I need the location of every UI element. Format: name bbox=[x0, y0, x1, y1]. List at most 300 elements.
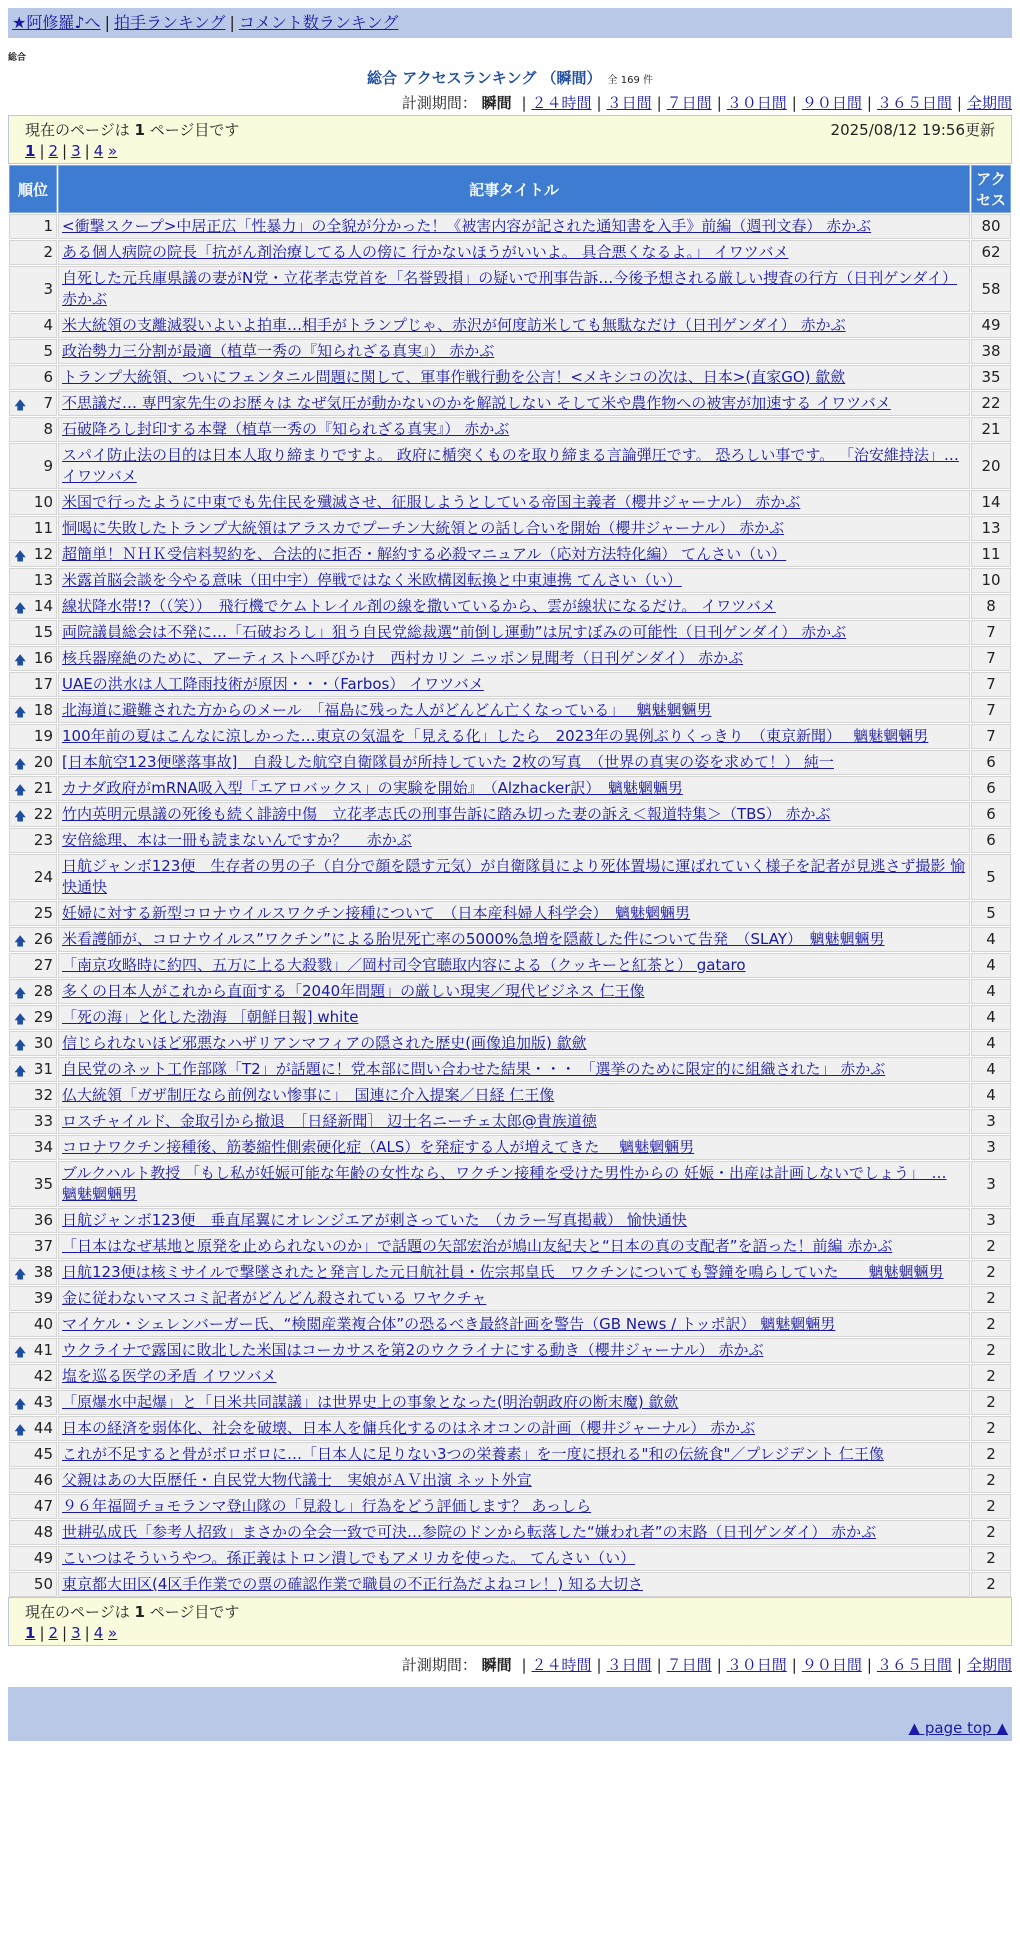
table-row bbox=[9, 901, 1011, 926]
article-title-link[interactable]: コロナワクチン接種後、筋萎縮性側索硬化症（ALS）を発症する人が増えてきた 魑魅魍魎男 bbox=[62, 1138, 695, 1156]
rank-up-arrow-icon: 🡅 bbox=[14, 1422, 27, 1437]
article-title-link[interactable]: 核兵器廃絶のために、アーティストへ呼びかけ 西村カリン ニッポン見聞考（日刊ゲンダイ） 赤かぶ bbox=[62, 649, 744, 667]
pager-page-link[interactable]: 2 bbox=[48, 142, 59, 160]
table-row bbox=[9, 339, 1011, 364]
rank-cell bbox=[9, 1390, 57, 1415]
access-count: 4 bbox=[971, 927, 1011, 952]
period-link[interactable]: ３日間 bbox=[606, 1656, 652, 1674]
access-count: 6 bbox=[971, 802, 1011, 827]
rank-number: 39 bbox=[33, 1289, 53, 1307]
rank-number: 19 bbox=[33, 727, 53, 745]
table-row bbox=[9, 1312, 1011, 1337]
access-count: 4 bbox=[971, 953, 1011, 978]
article-title-link[interactable]: 恫喝に失敗したトランプ大統領はアラスカでプーチン大統領との話し合いを開始（櫻井ジャーナル） 赤かぶ bbox=[62, 519, 785, 537]
page-title: 総合 アクセスランキング （瞬間） bbox=[367, 69, 602, 87]
article-title-link[interactable]: 「死の海」と化した渤海 ［朝鮮日報] white bbox=[62, 1008, 359, 1026]
period-link[interactable]: ７日間 bbox=[666, 1656, 712, 1674]
access-count: 2 bbox=[971, 1442, 1011, 1467]
rank-number: 38 bbox=[33, 1263, 53, 1281]
rank-number: 1 bbox=[43, 217, 53, 235]
page-top-link[interactable]: ▲ page top ▲ bbox=[908, 1719, 1008, 1737]
title-cell bbox=[58, 1546, 970, 1571]
table-row bbox=[9, 542, 1011, 567]
rank-up-arrow-icon: 🡅 bbox=[14, 1396, 27, 1411]
article-title-link[interactable]: 「日本はなぜ基地と原発を止められないのか」で話題の矢部宏治が鳩山友紀夫と“日本の真の支配者”を語った！前編 赤かぶ bbox=[62, 1237, 893, 1255]
article-title-link[interactable]: 日航ジャンボ123便 垂直尾翼にオレンジエアが刺さっていた （カラー写真掲載） 愉快通快 bbox=[62, 1211, 687, 1229]
title-cell bbox=[58, 953, 970, 978]
rank-up-arrow-icon: 🡅 bbox=[14, 704, 27, 719]
article-title-link[interactable]: ロスチャイルド、金取引から撤退 ［日経新聞］ 辺士名ニーチェ太郎@貴族道徳 bbox=[62, 1112, 597, 1130]
footer-bar bbox=[8, 1687, 1012, 1717]
access-count: 13 bbox=[971, 516, 1011, 541]
table-row bbox=[9, 1286, 1011, 1311]
access-count: 35 bbox=[971, 365, 1011, 390]
rank-cell bbox=[9, 1109, 57, 1134]
rank-cell bbox=[9, 1286, 57, 1311]
table-row bbox=[9, 646, 1011, 671]
article-title-link[interactable]: 米大統領の支離滅裂いよいよ拍車…相手がトランプじゃ、赤沢が何度訪米しても無駄なだけ（日刊ゲンダイ） 赤かぶ bbox=[62, 316, 846, 334]
table-row bbox=[9, 1442, 1011, 1467]
period-link[interactable]: ７日間 bbox=[666, 94, 712, 112]
table-row bbox=[9, 417, 1011, 442]
page-status-box-bottom bbox=[8, 1597, 1012, 1646]
article-title-link[interactable]: 不思議だ… 専門家先生のお歴々は なぜ気圧が動かないのかを解説しない そして米や農作物への被害が加速する イワツバメ bbox=[62, 394, 891, 412]
rank-number: 41 bbox=[33, 1341, 53, 1359]
rank-up-arrow-icon: 🡅 bbox=[14, 756, 27, 771]
period-label: 計測期間： bbox=[401, 94, 477, 112]
table-row bbox=[9, 776, 1011, 801]
access-count: 7 bbox=[971, 620, 1011, 645]
access-count: 2 bbox=[971, 1234, 1011, 1259]
article-title-link[interactable]: 東京都大田区(4区手作業での票の確認作業で職員の不正行為だよねコレ！) 知る大切さ bbox=[62, 1575, 644, 1593]
table-row bbox=[9, 1260, 1011, 1285]
comment-ranking-link[interactable]: コメント数ランキング bbox=[238, 13, 399, 32]
period-link[interactable]: ３０日間 bbox=[726, 94, 787, 112]
access-count: 2 bbox=[971, 1286, 1011, 1311]
title-cell bbox=[58, 1260, 970, 1285]
rank-cell bbox=[9, 365, 57, 390]
access-count: 4 bbox=[971, 1005, 1011, 1030]
article-title-link[interactable]: 日本の経済を弱体化、社会を破壊、日本人を傭兵化するのはネオコンの計画（櫻井ジャーナル） 赤かぶ bbox=[62, 1419, 756, 1437]
period-current: 瞬間 bbox=[481, 94, 512, 112]
table-row bbox=[9, 802, 1011, 827]
title-cell bbox=[58, 339, 970, 364]
article-title-link[interactable]: スパイ防止法の目的は日本人取り締まりですよ。 政府に楯突くものを取り締まる言論弾圧です。 恐ろしい事です。 「治安維持法」… イワツバメ bbox=[62, 446, 959, 485]
title-cell bbox=[58, 776, 970, 801]
pager-page-link[interactable]: 3 bbox=[71, 142, 81, 160]
total-count: 全 169 件 bbox=[607, 75, 653, 86]
table-row bbox=[9, 443, 1011, 489]
rank-cell bbox=[9, 1083, 57, 1108]
rank-number: 17 bbox=[33, 675, 53, 693]
pager-next-link[interactable]: » bbox=[108, 1624, 118, 1642]
rank-cell bbox=[9, 391, 57, 416]
article-title-link[interactable]: 自民党のネット工作部隊「T2」が話題に！党本部に問い合わせた結果・・・ 「選挙のために限定的に組織された」 赤かぶ bbox=[62, 1060, 886, 1078]
table-row bbox=[9, 568, 1011, 593]
rank-number: 34 bbox=[33, 1138, 53, 1156]
access-count: 3 bbox=[971, 1109, 1011, 1134]
access-count: 2 bbox=[971, 1416, 1011, 1441]
rank-up-arrow-icon: 🡅 bbox=[14, 600, 27, 615]
access-count: 2 bbox=[971, 1312, 1011, 1337]
title-cell bbox=[58, 1057, 970, 1082]
clap-ranking-link[interactable]: 拍手ランキング bbox=[113, 13, 226, 32]
article-title-link[interactable]: 「原爆水中起爆」と「日米共同謀議」は世界史上の事象となった(明治朝政府の断末魔) 歙歛 bbox=[62, 1393, 679, 1411]
rank-cell bbox=[9, 1364, 57, 1389]
article-title-link[interactable]: 100年前の夏はこんなに涼しかった…東京の気温を「見える化」したら 2023年の異例ぶりくっきり （東京新聞） 魑魅魍魎男 bbox=[62, 727, 929, 745]
rank-up-arrow-icon: 🡅 bbox=[14, 652, 27, 667]
period-link[interactable]: ９０日間 bbox=[801, 94, 862, 112]
rank-number: 9 bbox=[43, 456, 53, 475]
table-row bbox=[9, 1572, 1011, 1597]
rank-cell bbox=[9, 490, 57, 515]
table-row bbox=[9, 698, 1011, 723]
rank-up-arrow-icon: 🡅 bbox=[14, 1063, 27, 1078]
article-title-link[interactable]: 父親はあの大臣歴任・自民党大物代議士 実娘がＡＶ出演 ネット外宣 bbox=[62, 1471, 532, 1489]
table-row bbox=[9, 620, 1011, 645]
page-status-box bbox=[8, 115, 1012, 164]
period-link[interactable]: ９０日間 bbox=[801, 1656, 862, 1674]
article-title-link[interactable]: 日航ジャンボ123便 生存者の男の子（自分で顔を隠す元気）が自衛隊員により死体置場に運ばれていく様子を記者が見逃さず撮影 愉快通快 bbox=[62, 857, 966, 896]
rank-cell bbox=[9, 1161, 57, 1207]
rank-up-arrow-icon: 🡅 bbox=[14, 933, 27, 948]
rank-cell bbox=[9, 724, 57, 749]
rank-number: 29 bbox=[33, 1008, 53, 1026]
article-title-link[interactable]: 北海道に避難された方からのメール 「福島に残った人がどんどん亡くなっている」 魑魅魍魎男 bbox=[62, 701, 712, 719]
period-link[interactable]: ３０日間 bbox=[726, 1656, 787, 1674]
table-row bbox=[9, 1057, 1011, 1082]
title-cell bbox=[58, 1364, 970, 1389]
table-row bbox=[9, 1338, 1011, 1363]
access-count: 6 bbox=[971, 828, 1011, 853]
access-header: アクセス bbox=[971, 165, 1011, 213]
table-row bbox=[9, 828, 1011, 853]
article-title-link[interactable]: UAEの洪水は人工降雨技術が原因・・・（Farbos） イワツバメ bbox=[62, 675, 484, 693]
rank-cell bbox=[9, 1135, 57, 1160]
access-count: 2 bbox=[971, 1546, 1011, 1571]
rank-cell bbox=[9, 1031, 57, 1056]
access-count: 20 bbox=[971, 443, 1011, 489]
article-title-link[interactable]: ある個人病院の院長「抗がん剤治療してる人の傍に 行かないほうがいいよ。 具合悪くなるよ。」 イワツバメ bbox=[62, 243, 789, 261]
rank-cell bbox=[9, 776, 57, 801]
period-selector-bottom: 計測期間： 瞬間 | ２４時間 | ３日間 | ７日間 | ３０日間 | ９０日間 | ３６５日間 | 全期間 bbox=[401, 1656, 1012, 1674]
period-current: 瞬間 bbox=[481, 1656, 512, 1674]
table-row bbox=[9, 1494, 1011, 1519]
rank-cell bbox=[9, 568, 57, 593]
title-cell bbox=[58, 750, 970, 775]
article-title-link[interactable]: 米看護師が、コロナウイルス”ワクチン”による胎児死亡率の5000%急増を隠蔽した件について告発 （SLAY） 魑魅魍魎男 bbox=[62, 930, 885, 948]
article-title-link[interactable]: 米露首脳会談を今やる意味（田中宇）停戦ではなく米欧構図転換と中東連携 てんさい（い） bbox=[62, 571, 682, 589]
title-cell bbox=[58, 901, 970, 926]
title-cell bbox=[58, 620, 970, 645]
article-title-link[interactable]: 信じられないほど邪悪なハザリアンマフィアの隠された歴史(画像追加版) 歙歛 bbox=[62, 1034, 587, 1052]
rank-number: 42 bbox=[33, 1367, 53, 1385]
title-cell bbox=[58, 1338, 970, 1363]
article-title-link[interactable]: 両院議員総会は不発に…「石破おろし」狙う自民党総裁選“前倒し運動”は尻すぼみの可能性（日刊ゲンダイ） 赤かぶ bbox=[62, 623, 847, 641]
rank-number: 46 bbox=[33, 1471, 53, 1489]
access-count: 21 bbox=[971, 417, 1011, 442]
table-row bbox=[9, 266, 1011, 312]
rank-cell bbox=[9, 802, 57, 827]
article-title-link[interactable]: 世耕弘成氏「参考人招致」まさかの全会一致で可決…参院のドンから転落した“嫌われ者”の末路（日刊ゲンダイ） 赤かぶ bbox=[62, 1523, 877, 1541]
rank-up-arrow-icon: 🡅 bbox=[14, 397, 27, 412]
table-row bbox=[9, 724, 1011, 749]
rank-number: 11 bbox=[33, 519, 53, 537]
rank-cell bbox=[9, 313, 57, 338]
article-title-link[interactable]: ウクライナで露国に敗北した米国はコーカサスを第2のウクライナにする動き（櫻井ジャーナル） 赤かぶ bbox=[62, 1341, 764, 1359]
title-cell bbox=[58, 417, 970, 442]
rank-number: 2 bbox=[43, 243, 53, 261]
title-cell bbox=[58, 1109, 970, 1134]
table-row bbox=[9, 1161, 1011, 1207]
access-count: 2 bbox=[971, 1260, 1011, 1285]
rank-up-arrow-icon: 🡅 bbox=[14, 808, 27, 823]
rank-cell bbox=[9, 1208, 57, 1233]
article-title-link[interactable]: トランプ大統領、ついにフェンタニル問題に関して、軍事作戦行動を公言！<メキシコの次は、日本>(直家GO) 歙歛 bbox=[62, 368, 846, 386]
table-row bbox=[9, 240, 1011, 265]
rank-number: 37 bbox=[33, 1237, 53, 1255]
access-count: 8 bbox=[971, 594, 1011, 619]
rank-cell bbox=[9, 339, 57, 364]
title-cell bbox=[58, 490, 970, 515]
table-row bbox=[9, 1208, 1011, 1233]
title-cell bbox=[58, 516, 970, 541]
article-title-link[interactable]: 米国で行ったように中東でも先住民を殲滅させ、征服しようとしている帝国主義者（櫻井ジャーナル） 赤かぶ bbox=[62, 493, 801, 511]
rank-cell bbox=[9, 1057, 57, 1082]
rank-cell bbox=[9, 214, 57, 239]
title-cell bbox=[58, 443, 970, 489]
period-link[interactable]: ２４時間 bbox=[531, 94, 592, 112]
rank-cell bbox=[9, 672, 57, 697]
access-count: 2 bbox=[971, 1520, 1011, 1545]
rank-cell bbox=[9, 828, 57, 853]
rank-number: 33 bbox=[33, 1112, 53, 1130]
article-title-link[interactable]: 妊婦に対する新型コロナウイルスワクチン接種について （日本産科婦人科学会） 魑魅魍魎男 bbox=[62, 904, 691, 922]
title-cell bbox=[58, 646, 970, 671]
period-label: 計測期間： bbox=[401, 1656, 477, 1674]
title-cell bbox=[58, 313, 970, 338]
access-count: 62 bbox=[971, 240, 1011, 265]
table-row bbox=[9, 1109, 1011, 1134]
rank-cell bbox=[9, 516, 57, 541]
article-title-link[interactable]: ブルクハルト教授 「もし私が妊娠可能な年齢の女性なら、ワクチン接種を受けた男性からの 妊娠・出産は計画しないでしょう」 … 魑魅魍魎男 bbox=[62, 1164, 947, 1203]
article-title-link[interactable]: マイケル・シェレンバーガー氏、“検閲産業複合体”の恐るべき最終計画を警告（GB News / トッポ訳） 魑魅魍魎男 bbox=[62, 1315, 836, 1333]
rank-cell bbox=[9, 620, 57, 645]
rank-cell bbox=[9, 854, 57, 900]
rank-cell bbox=[9, 646, 57, 671]
title-cell bbox=[58, 1572, 970, 1597]
period-link[interactable]: ３６５日間 bbox=[876, 94, 952, 112]
home-link[interactable]: ★阿修羅♪へ bbox=[12, 13, 101, 32]
title-cell bbox=[58, 1031, 970, 1056]
title-cell bbox=[58, 698, 970, 723]
article-title-link[interactable]: 塩を巡る医学の矛盾 イワツバメ bbox=[62, 1367, 277, 1385]
pager-page-link[interactable]: 3 bbox=[71, 1624, 81, 1642]
footer-bar-2 bbox=[8, 1715, 1012, 1741]
title-cell bbox=[58, 854, 970, 900]
period-link[interactable]: ２４時間 bbox=[531, 1656, 592, 1674]
article-title-link[interactable]: こいつはそういうやつ。孫正義はトロン潰しでもアメリカを使った。 てんさい（い） bbox=[62, 1549, 636, 1567]
article-title-link[interactable]: <衝撃スクープ>中居正広「性暴力」の全貌が分かった！《被害内容が記された通知書を入手》前編（週刊文春） 赤かぶ bbox=[62, 217, 872, 235]
rank-cell bbox=[9, 953, 57, 978]
title-cell bbox=[58, 240, 970, 265]
rank-number: 50 bbox=[33, 1575, 53, 1593]
pager-page-link[interactable]: 2 bbox=[48, 1624, 59, 1642]
title-cell bbox=[58, 214, 970, 239]
period-link[interactable]: 全期間 bbox=[966, 1656, 1012, 1674]
rank-up-arrow-icon: 🡅 bbox=[14, 1037, 27, 1052]
title-header: 記事タイトル bbox=[58, 165, 970, 213]
table-row bbox=[9, 927, 1011, 952]
rank-cell bbox=[9, 240, 57, 265]
rank-number: 14 bbox=[33, 597, 53, 615]
access-count: 38 bbox=[971, 339, 1011, 364]
rank-number: 6 bbox=[43, 368, 53, 386]
title-cell bbox=[58, 1520, 970, 1545]
article-title-link[interactable]: 自死した元兵庫県議の妻がN党・立花孝志党首を「名誉毀損」の疑いで刑事告訴…今後予想される厳しい捜査の行方（日刊ゲンダイ） 赤かぶ bbox=[62, 269, 958, 308]
rank-number: 49 bbox=[33, 1549, 53, 1567]
rank-number: 20 bbox=[33, 753, 53, 771]
table-row bbox=[9, 1005, 1011, 1030]
article-title-link[interactable]: 政治勢力三分割が最適（植草一秀の『知られざる真実』） 赤かぶ bbox=[62, 342, 495, 360]
rank-number: 28 bbox=[33, 982, 53, 1000]
access-count: 14 bbox=[971, 490, 1011, 515]
period-link[interactable]: 全期間 bbox=[966, 94, 1012, 112]
page-status-text: 現在のページは 1 ページ目です bbox=[25, 121, 240, 139]
title-cell bbox=[58, 927, 970, 952]
rank-cell bbox=[9, 443, 57, 489]
table-row bbox=[9, 979, 1011, 1004]
title-cell bbox=[58, 391, 970, 416]
article-title-link[interactable]: ９６年福岡チョモランマ登山隊の「見殺し」行為をどう評価します？ あっしら bbox=[62, 1497, 592, 1515]
table-row bbox=[9, 365, 1011, 390]
rank-cell bbox=[9, 1234, 57, 1259]
article-title-link[interactable]: 超簡単！ＮＨＫ受信料契約を、合法的に拒否・解約する必殺マニュアル（応対方法特化編） てんさい（い） bbox=[62, 545, 787, 563]
table-row bbox=[9, 1364, 1011, 1389]
top-nav-bar: ★阿修羅♪へ | 拍手ランキング | コメント数ランキング bbox=[8, 8, 1012, 38]
period-link[interactable]: ３６５日間 bbox=[876, 1656, 952, 1674]
article-title-link[interactable]: カナダ政府がmRNA吸入型「エアロバックス」の実験を開始』 （Alzhacker訳） 魑魅魍魎男 bbox=[62, 779, 683, 797]
title-cell bbox=[58, 1286, 970, 1311]
rank-cell bbox=[9, 1494, 57, 1519]
article-title-link[interactable]: 竹内英明元県議の死後も続く誹謗中傷 立花孝志氏の刑事告訴に踏み切った妻の訴え＜報道特集＞（TBS） 赤かぶ bbox=[62, 805, 831, 823]
access-count: 49 bbox=[971, 313, 1011, 338]
article-title-link[interactable]: 石破降ろし封印する本聲（植草一秀の『知られざる真実』） 赤かぶ bbox=[62, 420, 510, 438]
access-count: 7 bbox=[971, 698, 1011, 723]
table-row bbox=[9, 1135, 1011, 1160]
access-count: 3 bbox=[971, 1208, 1011, 1233]
rank-up-arrow-icon: 🡅 bbox=[14, 782, 27, 797]
rank-up-arrow-icon: 🡅 bbox=[14, 548, 27, 563]
access-count: 22 bbox=[971, 391, 1011, 416]
access-count: 3 bbox=[971, 1161, 1011, 1207]
access-count: 2 bbox=[971, 1364, 1011, 1389]
article-title-link[interactable]: [日本航空123便墜落事故] 自殺した航空自衛隊員が所持していた 2枚の写真 （世界の真実の姿を求めて！） 純一 bbox=[62, 753, 834, 771]
table-row bbox=[9, 750, 1011, 775]
rank-number: 32 bbox=[33, 1086, 53, 1104]
category-label: 総合 bbox=[8, 53, 27, 63]
period-link[interactable]: ３日間 bbox=[606, 94, 652, 112]
access-count: 2 bbox=[971, 1390, 1011, 1415]
pager-page-link[interactable]: 4 bbox=[93, 1624, 104, 1642]
pager-bottom: 1 | 2 | 3 | 4 » bbox=[25, 1624, 118, 1642]
title-cell bbox=[58, 1135, 970, 1160]
article-title-link[interactable]: これが不足すると骨がボロボロに…「日本人に足りない3つの栄養素」を一度に摂れる"和の伝統食"／プレジデント 仁王像 bbox=[62, 1445, 884, 1463]
access-count: 4 bbox=[971, 979, 1011, 1004]
access-count: 5 bbox=[971, 854, 1011, 900]
table-row bbox=[9, 516, 1011, 541]
title-cell bbox=[58, 1083, 970, 1108]
pager-next-link[interactable]: » bbox=[108, 142, 118, 160]
access-count: 11 bbox=[971, 542, 1011, 567]
rank-number: 24 bbox=[33, 867, 53, 886]
title-cell bbox=[58, 568, 970, 593]
rank-cell bbox=[9, 1572, 57, 1597]
access-count: 80 bbox=[971, 214, 1011, 239]
rank-number: 44 bbox=[33, 1419, 53, 1437]
rank-number: 31 bbox=[33, 1060, 53, 1078]
article-title-link[interactable]: 線状降水帯!?（（笑）） 飛行機でケムトレイル剤の線を撒いているから、雲が線状になるだけ。 イワツバメ bbox=[62, 597, 776, 615]
access-count: 7 bbox=[971, 724, 1011, 749]
article-title-link[interactable]: 多くの日本人がこれから直面する「2040年問題」の厳しい現実／現代ビジネス 仁王像 bbox=[62, 982, 645, 1000]
rank-number: 7 bbox=[43, 394, 53, 412]
table-row bbox=[9, 1390, 1011, 1415]
access-count: 5 bbox=[971, 901, 1011, 926]
rank-number: 10 bbox=[33, 493, 53, 511]
title-cell bbox=[58, 1494, 970, 1519]
rank-number: 48 bbox=[33, 1523, 53, 1541]
article-title-link[interactable]: 金に従わないマスコミ記者がどんどん殺されている ワヤクチャ bbox=[62, 1289, 487, 1307]
rank-number: 18 bbox=[33, 701, 53, 719]
table-row bbox=[9, 1468, 1011, 1493]
access-count: 2 bbox=[971, 1572, 1011, 1597]
rank-number: 36 bbox=[33, 1211, 53, 1229]
title-cell bbox=[58, 1312, 970, 1337]
article-title-link[interactable]: 安倍総理、本は一冊も読まないんですか？ 赤かぶ bbox=[62, 831, 412, 849]
title-cell bbox=[58, 1208, 970, 1233]
table-row bbox=[9, 1083, 1011, 1108]
table-row bbox=[9, 214, 1011, 239]
table-row bbox=[9, 1234, 1011, 1259]
article-title-link[interactable]: 日航123便は核ミサイルで撃墜されたと発言した元日航社員・佐宗邦皇氏 ワクチンについても警鐘を鳴らしていた 魑魅魍魎男 bbox=[62, 1263, 944, 1281]
rank-cell bbox=[9, 1546, 57, 1571]
article-title-link[interactable]: 「南京攻略時に約四、五万に上る大殺戮」／岡村司令官聴取内容による（クッキーと紅茶と） gataro bbox=[62, 956, 746, 974]
updated-timestamp: 2025/08/12 19:56更新 bbox=[830, 121, 995, 139]
title-cell bbox=[58, 828, 970, 853]
title-cell bbox=[58, 365, 970, 390]
rank-number: 30 bbox=[33, 1034, 53, 1052]
rank-cell bbox=[9, 979, 57, 1004]
pager-current-page[interactable]: 1 bbox=[25, 142, 36, 160]
access-count: 3 bbox=[971, 1135, 1011, 1160]
article-title-link[interactable]: 仏大統領「ガザ制圧なら前例ない惨事に」 国連に介入提案／日経 仁王像 bbox=[62, 1086, 555, 1104]
rank-cell bbox=[9, 1312, 57, 1337]
rank-number: 40 bbox=[33, 1315, 53, 1333]
rank-number: 8 bbox=[43, 420, 53, 438]
pager-page-link[interactable]: 4 bbox=[93, 142, 104, 160]
table-row bbox=[9, 854, 1011, 900]
title-cell bbox=[58, 266, 970, 312]
access-count: 6 bbox=[971, 750, 1011, 775]
rank-cell bbox=[9, 1260, 57, 1285]
access-count: 2 bbox=[971, 1494, 1011, 1519]
access-count: 4 bbox=[971, 1057, 1011, 1082]
pager-current-page[interactable]: 1 bbox=[25, 1624, 36, 1642]
page-status-text: 現在のページは 1 ページ目です bbox=[25, 1603, 240, 1621]
rank-number: 35 bbox=[33, 1174, 53, 1193]
rank-number: 21 bbox=[33, 779, 53, 797]
ranking-table bbox=[8, 164, 1012, 1598]
